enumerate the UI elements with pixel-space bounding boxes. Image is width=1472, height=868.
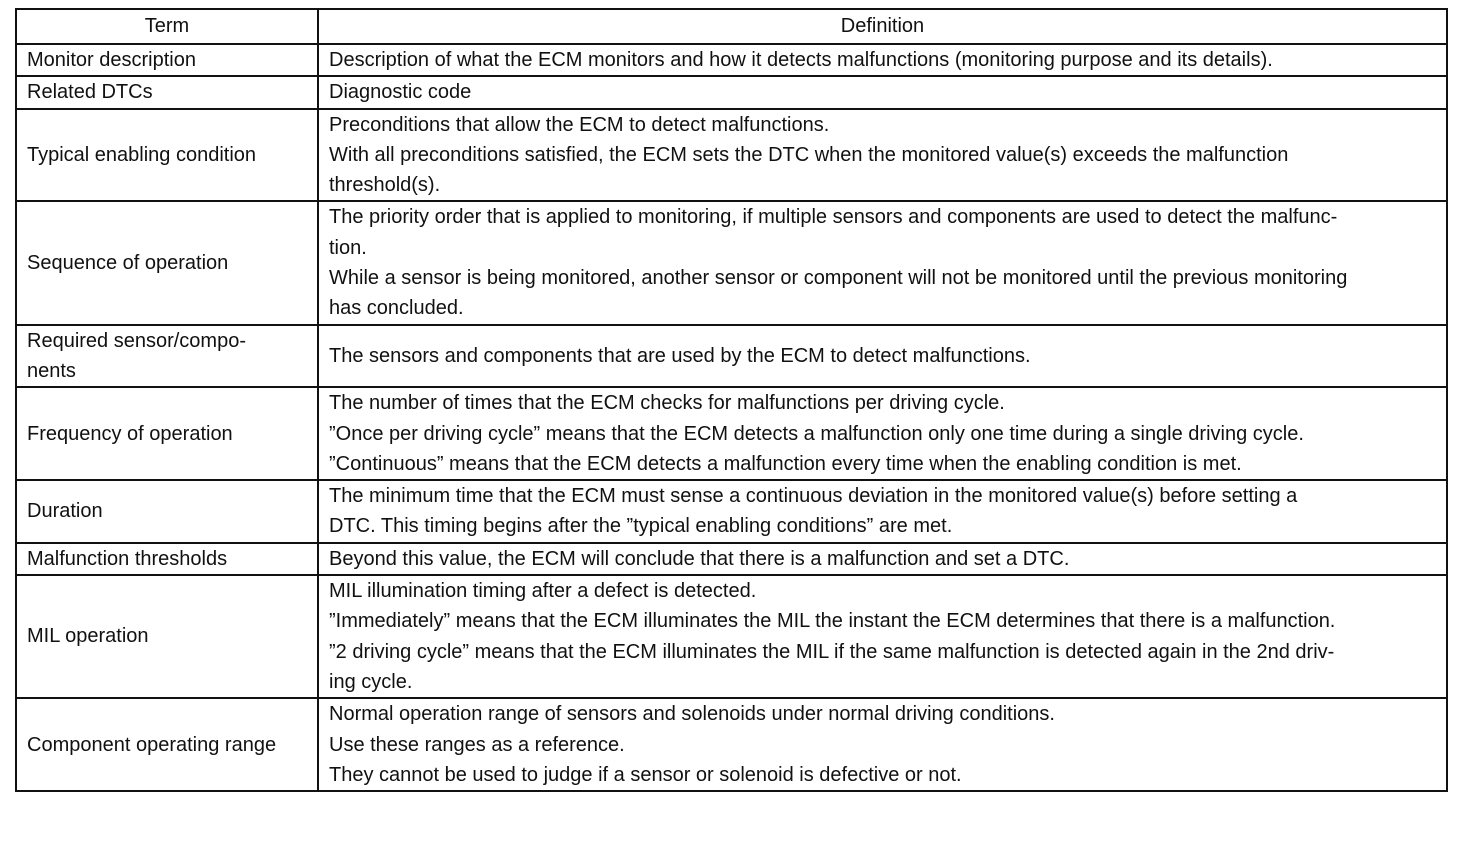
definition-cell: [318, 201, 1447, 324]
definition-text-line: Preconditions that allow the ECM to detect malfunctions.: [329, 113, 830, 136]
definition-text-line: The priority order that is applied to monitoring, if multiple sensors and components are used to detect the malfunc-: [329, 206, 1338, 229]
term-text-line: Typical enabling condition: [27, 143, 257, 166]
table-row: [16, 698, 1447, 791]
definition-text-line: They cannot be used to judge if a sensor or solenoid is defective or not.: [329, 763, 962, 786]
terms-definition-table: [15, 8, 1448, 792]
definition-text-line: The number of times that the ECM checks for malfunctions per driving cycle.: [329, 392, 1005, 415]
term-text-line: Duration: [27, 500, 103, 523]
term-cell: [16, 543, 318, 575]
term-cell: [16, 76, 318, 108]
term-cell: [16, 480, 318, 543]
definition-text-line: threshold(s).: [329, 174, 441, 197]
table-row: [16, 44, 1447, 76]
definition-text-line: ing cycle.: [329, 670, 413, 693]
term-cell: [16, 44, 318, 76]
definition-cell: [318, 44, 1447, 76]
definition-cell: [318, 109, 1447, 202]
definition-text-line: ”Immediately” means that the ECM illuminates the MIL the instant the ECM determines that there is a malfunction.: [329, 610, 1336, 633]
table-row: [16, 325, 1447, 388]
table-row: [16, 109, 1447, 202]
definition-text-line: ”2 driving cycle” means that the ECM illuminates the MIL if the same malfunction is detected again in the 2nd driv-: [329, 640, 1335, 663]
definition-cell: [318, 480, 1447, 543]
term-text-line: Related DTCs: [27, 81, 153, 104]
term-column-header: Term: [16, 9, 318, 44]
term-text-line: Component operating range: [27, 733, 277, 756]
definition-text-line: While a sensor is being monitored, another sensor or component will not be monitored until the previous monitoring: [329, 267, 1348, 290]
definition-cell: [318, 387, 1447, 480]
definition-text-line: Use these ranges as a reference.: [329, 733, 625, 756]
definition-text-line: The sensors and components that are used by the ECM to detect malfunctions.: [329, 344, 1031, 367]
definition-text-line: has concluded.: [329, 297, 464, 320]
table-row: [16, 387, 1447, 480]
definition-text-line: Normal operation range of sensors and solenoids under normal driving conditions.: [329, 703, 1055, 726]
definition-cell: [318, 543, 1447, 575]
definition-text-line: Beyond this value, the ECM will conclude that there is a malfunction and set a DTC.: [329, 547, 1070, 570]
term-cell: [16, 325, 318, 388]
definition-text-line: With all preconditions satisfied, the ECM sets the DTC when the monitored value(s) exceeds the malfunction: [329, 143, 1289, 166]
definition-cell: [318, 76, 1447, 108]
term-text-line: Sequence of operation: [27, 251, 229, 274]
definition-text-line: tion.: [329, 236, 367, 259]
definition-text-line: ”Continuous” means that the ECM detects a malfunction every time when the enabling condition is met.: [329, 452, 1242, 475]
definition-text-line: ”Once per driving cycle” means that the ECM detects a malfunction only one time during a single driving cycle.: [329, 422, 1304, 445]
term-cell: [16, 201, 318, 324]
table-row: [16, 76, 1447, 108]
term-text-line: MIL operation: [27, 625, 149, 648]
definition-text-line: The minimum time that the ECM must sense a continuous deviation in the monitored value(s) before setting a: [329, 485, 1298, 508]
term-text-line: Malfunction thresholds: [27, 547, 228, 570]
definition-text-line: Description of what the ECM monitors and how it detects malfunctions (monitoring purpose and its details).: [329, 49, 1273, 71]
term-text-line: nents: [27, 359, 76, 382]
definition-text-line: Diagnostic code: [329, 81, 472, 104]
term-text-line: Monitor description: [27, 49, 196, 71]
term-cell: [16, 387, 318, 480]
table-body: [16, 44, 1447, 791]
term-text-line: Required sensor/compo-: [27, 329, 246, 352]
definition-text-line: DTC. This timing begins after the ”typical enabling conditions” are met.: [329, 515, 953, 538]
table-header-row: [16, 9, 1447, 44]
table-row: [16, 480, 1447, 543]
definition-cell: [318, 575, 1447, 698]
definition-cell: [318, 325, 1447, 388]
term-cell: [16, 575, 318, 698]
definition-cell: [318, 698, 1447, 791]
table-row: [16, 543, 1447, 575]
definition-column-header: Definition: [318, 9, 1447, 44]
table-row: [16, 575, 1447, 698]
definition-text-line: MIL illumination timing after a defect is detected.: [329, 580, 757, 603]
term-cell: [16, 109, 318, 202]
term-cell: [16, 698, 318, 791]
term-text-line: Frequency of operation: [27, 422, 233, 445]
table-row: [16, 201, 1447, 324]
